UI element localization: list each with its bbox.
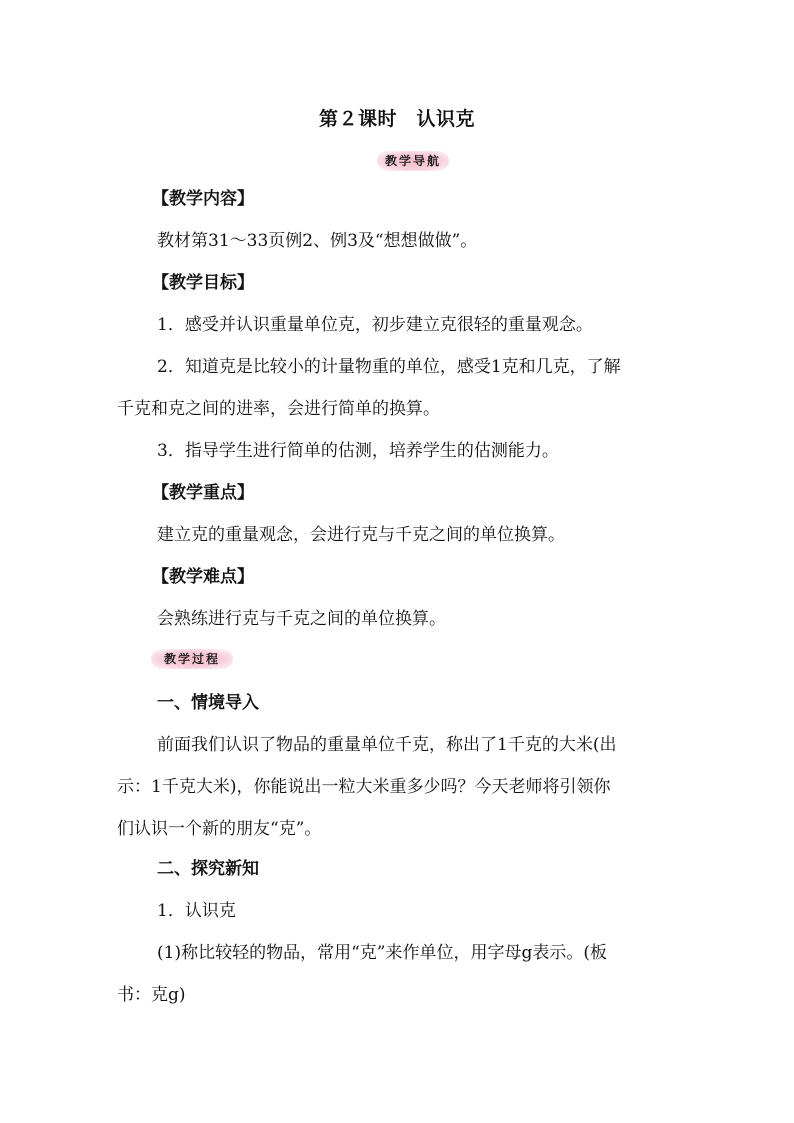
- part-2-subheading-1: 1．认识克: [157, 901, 236, 921]
- difficult-points-text: 会熟练进行克与千克之间的单位换算。: [157, 609, 446, 629]
- part-2-item-1-line-2: 书：克g): [117, 985, 186, 1005]
- key-points-heading: 【教学重点】: [152, 483, 254, 503]
- goal-2-line-1: 2．知道克是比较小的计量物重的单位，感受1克和几克，了解: [157, 357, 621, 377]
- goal-3: 3．指导学生进行简单的估测，培养学生的估测能力。: [157, 441, 559, 461]
- part-2-heading: 二、探究新知: [157, 859, 259, 879]
- part-1-line-3: 们认识一个新的朋友“克”。: [117, 819, 322, 839]
- part-1-line-2: 示：1千克大米)，你能说出一粒大米重多少吗？今天老师将引领你: [117, 777, 611, 797]
- content-text: 教材第31～33页例2、例3及“想想做做”。: [157, 231, 478, 251]
- difficult-points-heading: 【教学难点】: [152, 567, 254, 587]
- content-heading: 【教学内容】: [152, 189, 254, 209]
- teaching-process-badge: 教学过程: [151, 649, 233, 669]
- part-1-heading: 一、情境导入: [157, 693, 259, 713]
- goals-heading: 【教学目标】: [152, 273, 254, 293]
- goal-1: 1．感受并认识重量单位克，初步建立克很轻的重量观念。: [157, 315, 593, 335]
- key-points-text: 建立克的重量观念，会进行克与千克之间的单位换算。: [157, 525, 565, 545]
- part-1-line-1: 前面我们认识了物品的重量单位千克，称出了1千克的大米(出: [157, 735, 617, 755]
- teaching-nav-badge: 教学导航: [377, 151, 449, 171]
- goal-2-line-2: 千克和克之间的进率，会进行简单的换算。: [117, 399, 440, 419]
- part-2-item-1-line-1: (1)称比较轻的物品，常用“克”来作单位，用字母g表示。(板: [157, 943, 607, 963]
- page-title: 第２课时 认识克: [318, 108, 475, 130]
